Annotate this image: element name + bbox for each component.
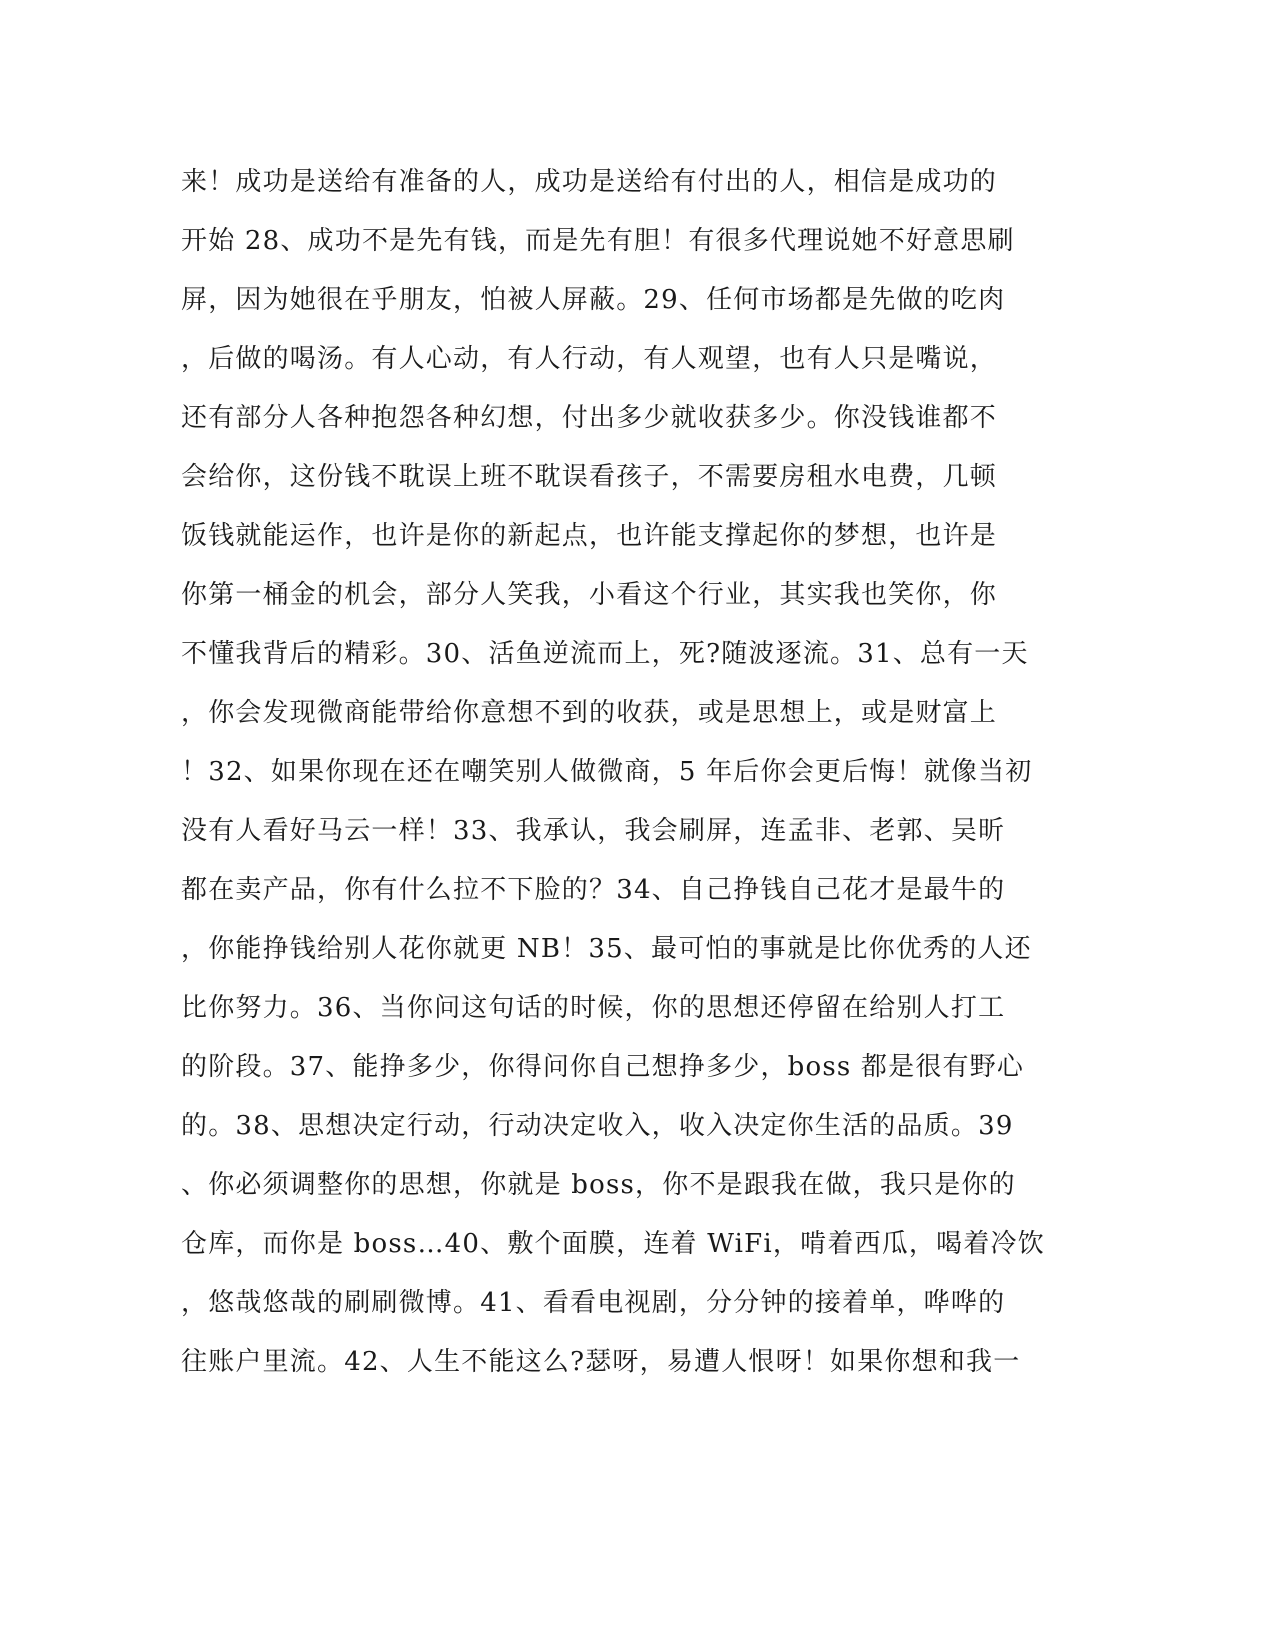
text-line: ，悠哉悠哉的刷刷微博。41、看看电视剧，分分钟的接着单，哗哗的: [181, 1288, 1006, 1318]
text-line: 没有人看好马云一样！33、我承认，我会刷屏，连孟非、老郭、吴昕: [181, 816, 1006, 846]
text-line: 不懂我背后的精彩。30、活鱼逆流而上，死?随波逐流。31、总有一天: [181, 639, 1029, 669]
text-line: 的。38、思想决定行动，行动决定收入，收入决定你生活的品质。39: [181, 1111, 1014, 1141]
text-line: 饭钱就能运作，也许是你的新起点，也许能支撑起你的梦想，也许是: [181, 521, 998, 551]
text-line: 的阶段。37、能挣多少，你得问你自己想挣多少，boss 都是很有野心: [181, 1052, 1025, 1082]
text-line: ，你会发现微商能带给你意想不到的收获，或是思想上，或是财富上: [181, 698, 998, 728]
text-line: 、你必须调整你的思想，你就是 boss，你不是跟我在做，我只是你的: [181, 1170, 1016, 1200]
text-line: ，后做的喝汤。有人心动，有人行动，有人观望，也有人只是嘴说，: [181, 344, 998, 374]
body-text: [181, 158, 1045, 1397]
text-line: 都在卖产品，你有什么拉不下脸的？34、自己挣钱自己花才是最牛的: [181, 875, 1006, 905]
text-line: 比你努力。36、当你问这句话的时候，你的思想还停留在给别人打工: [181, 993, 1006, 1023]
text-line: 还有部分人各种抱怨各种幻想，付出多少就收获多少。你没钱谁都不: [181, 403, 998, 433]
text-line: 仓库，而你是 boss…40、敷个面膜，连着 WiFi，啃着西瓜，喝着冷饮: [181, 1229, 1045, 1259]
text-line: ！32、如果你现在还在嘲笑别人做微商，5 年后你会更后悔！就像当初: [181, 757, 1033, 787]
text-line: 你第一桶金的机会，部分人笑我，小看这个行业，其实我也笑你，你: [181, 580, 998, 610]
text-line: ，你能挣钱给别人花你就更 NB！35、最可怕的事就是比你优秀的人还: [181, 934, 1032, 964]
text-line: 开始 28、成功不是先有钱，而是先有胆！有很多代理说她不好意思刷: [181, 226, 1015, 256]
text-line: 屏，因为她很在乎朋友，怕被人屏蔽。29、任何市场都是先做的吃肉: [181, 285, 1006, 315]
text-line: 来！成功是送给有准备的人，成功是送给有付出的人，相信是成功的: [181, 167, 998, 197]
text-line: 往账户里流。42、人生不能这么?瑟呀，易遭人恨呀！如果你想和我一: [181, 1347, 1021, 1377]
text-line: 会给你，这份钱不耽误上班不耽误看孩子，不需要房租水电费，几顿: [181, 462, 998, 492]
